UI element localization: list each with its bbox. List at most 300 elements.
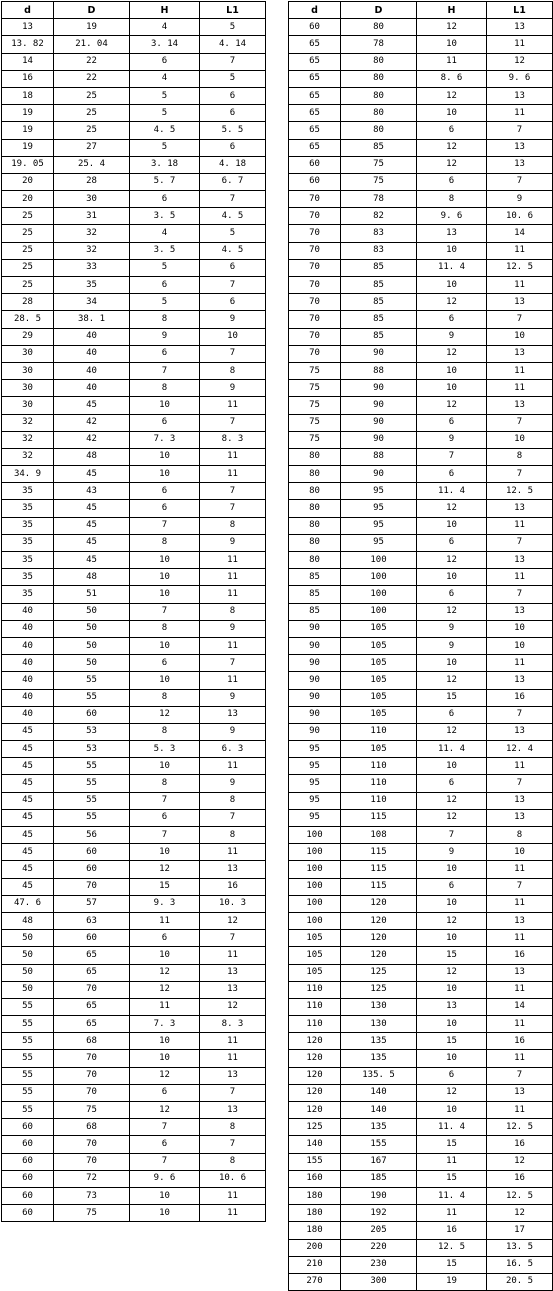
cell-L1: 16 <box>487 1033 553 1050</box>
cell-D: 55 <box>54 792 130 809</box>
table-row <box>289 105 553 122</box>
cell-H: 11. 4 <box>417 259 487 276</box>
cell-d: 270 <box>289 1273 341 1290</box>
cell-L1: 11 <box>200 586 266 603</box>
cell-H: 6 <box>417 1067 487 1084</box>
cell-L1: 11 <box>487 758 553 775</box>
cell-d: 47. 6 <box>2 895 54 912</box>
table-row <box>2 981 266 998</box>
cell-d: 85 <box>289 569 341 586</box>
cell-d: 20 <box>2 191 54 208</box>
cell-D: 50 <box>54 655 130 672</box>
cell-d: 80 <box>289 517 341 534</box>
cell-d: 85 <box>289 586 341 603</box>
cell-d: 34. 9 <box>2 466 54 483</box>
cell-H: 12 <box>417 792 487 809</box>
table-row <box>289 534 553 551</box>
cell-H: 8 <box>130 311 200 328</box>
cell-H: 11 <box>417 1153 487 1170</box>
cell-H: 3. 14 <box>130 36 200 53</box>
cell-H: 6 <box>130 191 200 208</box>
cell-H: 10 <box>130 758 200 775</box>
table-row <box>2 1033 266 1050</box>
table-row <box>2 70 266 87</box>
cell-H: 6 <box>417 466 487 483</box>
cell-H: 6 <box>130 809 200 826</box>
cell-d: 90 <box>289 655 341 672</box>
cell-D: 192 <box>341 1205 417 1222</box>
cell-L1: 11 <box>200 1187 266 1204</box>
cell-L1: 7 <box>200 277 266 294</box>
cell-D: 108 <box>341 827 417 844</box>
table-row <box>2 259 266 276</box>
cell-H: 10 <box>417 362 487 379</box>
cell-H: 7 <box>130 1119 200 1136</box>
cell-d: 48 <box>2 912 54 929</box>
cell-L1: 13 <box>487 139 553 156</box>
cell-D: 85 <box>341 294 417 311</box>
cell-H: 8. 6 <box>417 70 487 87</box>
table-row <box>289 895 553 912</box>
cell-D: 50 <box>54 620 130 637</box>
cell-H: 5 <box>130 259 200 276</box>
cell-D: 70 <box>54 1067 130 1084</box>
table-row <box>2 1119 266 1136</box>
cell-H: 12. 5 <box>417 1239 487 1256</box>
table-row <box>289 689 553 706</box>
cell-L1: 7 <box>200 930 266 947</box>
table-row <box>2 637 266 654</box>
cell-d: 40 <box>2 620 54 637</box>
table-row <box>289 311 553 328</box>
cell-H: 12 <box>417 397 487 414</box>
cell-H: 6 <box>130 345 200 362</box>
cell-D: 105 <box>341 637 417 654</box>
cell-D: 53 <box>54 723 130 740</box>
cell-D: 100 <box>341 586 417 603</box>
cell-D: 65 <box>54 964 130 981</box>
cell-d: 105 <box>289 930 341 947</box>
cell-d: 25 <box>2 277 54 294</box>
cell-d: 18 <box>2 87 54 104</box>
cell-D: 167 <box>341 1153 417 1170</box>
table-row <box>289 947 553 964</box>
cell-D: 72 <box>54 1170 130 1187</box>
cell-L1: 6 <box>200 105 266 122</box>
cell-L1: 13 <box>487 345 553 362</box>
cell-H: 6 <box>130 655 200 672</box>
cell-H: 4 <box>130 225 200 242</box>
cell-D: 19 <box>54 19 130 36</box>
cell-D: 65 <box>54 998 130 1015</box>
cell-d: 95 <box>289 792 341 809</box>
cell-H: 9 <box>130 328 200 345</box>
cell-d: 35 <box>2 483 54 500</box>
table-row <box>2 345 266 362</box>
cell-H: 11. 4 <box>417 1187 487 1204</box>
table-row <box>289 741 553 758</box>
cell-D: 28 <box>54 173 130 190</box>
cell-d: 35 <box>2 500 54 517</box>
cell-d: 28. 5 <box>2 311 54 328</box>
cell-H: 12 <box>417 1084 487 1101</box>
cell-D: 110 <box>341 758 417 775</box>
cell-L1: 7 <box>200 500 266 517</box>
cell-D: 90 <box>341 414 417 431</box>
cell-L1: 8 <box>200 1153 266 1170</box>
cell-H: 10 <box>130 552 200 569</box>
cell-D: 80 <box>341 105 417 122</box>
cell-H: 12 <box>417 672 487 689</box>
cell-d: 70 <box>289 259 341 276</box>
cell-L1: 13 <box>487 912 553 929</box>
table-row <box>2 1136 266 1153</box>
table-row <box>289 672 553 689</box>
table-row <box>2 483 266 500</box>
cell-L1: 10 <box>487 637 553 654</box>
cell-d: 19 <box>2 139 54 156</box>
cell-L1: 4. 5 <box>200 242 266 259</box>
cell-L1: 7 <box>487 775 553 792</box>
cell-H: 12 <box>417 912 487 929</box>
cell-H: 3. 18 <box>130 156 200 173</box>
cell-L1: 5 <box>200 225 266 242</box>
cell-L1: 17 <box>487 1222 553 1239</box>
cell-d: 30 <box>2 380 54 397</box>
cell-d: 80 <box>289 483 341 500</box>
cell-H: 11. 4 <box>417 483 487 500</box>
cell-d: 200 <box>289 1239 341 1256</box>
cell-D: 70 <box>54 1136 130 1153</box>
cell-D: 60 <box>54 706 130 723</box>
cell-H: 4. 5 <box>130 122 200 139</box>
cell-D: 80 <box>341 70 417 87</box>
cell-D: 40 <box>54 362 130 379</box>
cell-L1: 13 <box>200 964 266 981</box>
table-row <box>289 552 553 569</box>
table-row <box>2 362 266 379</box>
table-row <box>289 1170 553 1187</box>
table-row <box>289 603 553 620</box>
cell-d: 30 <box>2 345 54 362</box>
table-row <box>289 964 553 981</box>
cell-D: 110 <box>341 723 417 740</box>
table-row <box>2 242 266 259</box>
cell-H: 10 <box>130 844 200 861</box>
cell-H: 6 <box>130 483 200 500</box>
table-row <box>2 431 266 448</box>
table-row <box>289 912 553 929</box>
cell-L1: 11 <box>487 105 553 122</box>
cell-H: 10 <box>417 1050 487 1067</box>
cell-L1: 11 <box>200 844 266 861</box>
cell-H: 11 <box>417 53 487 70</box>
cell-L1: 9. 6 <box>487 70 553 87</box>
cell-D: 220 <box>341 1239 417 1256</box>
table-row <box>2 947 266 964</box>
cell-D: 60 <box>54 861 130 878</box>
table-row <box>289 723 553 740</box>
table-row <box>289 637 553 654</box>
cell-L1: 5. 5 <box>200 122 266 139</box>
cell-L1: 7 <box>200 655 266 672</box>
cell-L1: 7 <box>487 466 553 483</box>
cell-d: 50 <box>2 930 54 947</box>
cell-D: 55 <box>54 689 130 706</box>
cell-d: 45 <box>2 827 54 844</box>
cell-H: 7. 3 <box>130 431 200 448</box>
table-row <box>289 620 553 637</box>
cell-d: 65 <box>289 139 341 156</box>
cell-L1: 8 <box>200 1119 266 1136</box>
table-row <box>289 792 553 809</box>
cell-D: 110 <box>341 792 417 809</box>
cell-D: 25. 4 <box>54 156 130 173</box>
cell-H: 8 <box>130 775 200 792</box>
cell-d: 13. 82 <box>2 36 54 53</box>
cell-d: 180 <box>289 1205 341 1222</box>
cell-L1: 10 <box>487 328 553 345</box>
cell-d: 70 <box>289 208 341 225</box>
table-row <box>289 294 553 311</box>
cell-d: 45 <box>2 809 54 826</box>
cell-d: 45 <box>2 723 54 740</box>
cell-L1: 7 <box>200 414 266 431</box>
cell-d: 19. 05 <box>2 156 54 173</box>
table-row <box>2 620 266 637</box>
cell-d: 155 <box>289 1153 341 1170</box>
cell-L1: 14 <box>487 998 553 1015</box>
table-row <box>2 414 266 431</box>
cell-d: 90 <box>289 706 341 723</box>
cell-d: 13 <box>2 19 54 36</box>
cell-d: 70 <box>289 294 341 311</box>
cell-D: 48 <box>54 448 130 465</box>
cell-L1: 11 <box>487 1050 553 1067</box>
cell-D: 90 <box>341 380 417 397</box>
cell-d: 35 <box>2 552 54 569</box>
cell-d: 75 <box>289 397 341 414</box>
cell-H: 10 <box>417 758 487 775</box>
cell-d: 110 <box>289 981 341 998</box>
cell-H: 6 <box>417 878 487 895</box>
cell-L1: 11 <box>487 895 553 912</box>
cell-L1: 13 <box>487 723 553 740</box>
table-row <box>289 827 553 844</box>
cell-L1: 4. 5 <box>200 208 266 225</box>
cell-L1: 16 <box>487 947 553 964</box>
cell-L1: 9 <box>200 620 266 637</box>
table-row <box>2 328 266 345</box>
cell-L1: 5 <box>200 19 266 36</box>
table-row <box>289 758 553 775</box>
cell-H: 10 <box>417 569 487 586</box>
cell-H: 9 <box>417 620 487 637</box>
cell-D: 70 <box>54 878 130 895</box>
cell-L1: 11 <box>487 242 553 259</box>
cell-L1: 8 <box>200 362 266 379</box>
table-row <box>2 139 266 156</box>
cell-H: 12 <box>130 981 200 998</box>
cell-H: 10 <box>130 586 200 603</box>
cell-D: 85 <box>341 259 417 276</box>
cell-L1: 9 <box>200 689 266 706</box>
cell-L1: 7 <box>200 483 266 500</box>
cell-d: 45 <box>2 775 54 792</box>
cell-D: 190 <box>341 1187 417 1204</box>
cell-d: 100 <box>289 844 341 861</box>
cell-L1: 9 <box>200 380 266 397</box>
cell-d: 35 <box>2 586 54 603</box>
table-row <box>2 861 266 878</box>
cell-H: 12 <box>417 294 487 311</box>
cell-L1: 11 <box>200 466 266 483</box>
cell-L1: 8 <box>200 792 266 809</box>
table-row <box>289 36 553 53</box>
cell-L1: 11 <box>200 1050 266 1067</box>
cell-d: 40 <box>2 603 54 620</box>
cell-L1: 10 <box>487 431 553 448</box>
cell-d: 75 <box>289 362 341 379</box>
table-row <box>2 1205 266 1222</box>
cell-L1: 9 <box>487 191 553 208</box>
cell-L1: 13 <box>487 964 553 981</box>
cell-D: 65 <box>54 947 130 964</box>
cell-D: 55 <box>54 809 130 826</box>
cell-D: 73 <box>54 1187 130 1204</box>
cell-D: 30 <box>54 191 130 208</box>
cell-H: 10 <box>130 569 200 586</box>
cell-D: 55 <box>54 758 130 775</box>
table-row <box>2 998 266 1015</box>
cell-d: 120 <box>289 1102 341 1119</box>
cell-L1: 13 <box>487 156 553 173</box>
cell-H: 7 <box>417 827 487 844</box>
cell-L1: 6 <box>200 294 266 311</box>
cell-d: 55 <box>2 1102 54 1119</box>
cell-H: 10 <box>130 672 200 689</box>
table-row <box>289 19 553 36</box>
cell-d: 70 <box>289 225 341 242</box>
cell-D: 85 <box>341 311 417 328</box>
cell-D: 80 <box>341 19 417 36</box>
cell-D: 75 <box>341 173 417 190</box>
cell-D: 75 <box>54 1102 130 1119</box>
header-cell-D: D <box>341 2 417 19</box>
cell-d: 30 <box>2 397 54 414</box>
cell-H: 6 <box>417 414 487 431</box>
cell-D: 90 <box>341 466 417 483</box>
cell-L1: 11 <box>487 1016 553 1033</box>
cell-H: 19 <box>417 1273 487 1290</box>
cell-L1: 8 <box>200 517 266 534</box>
header-cell-D: D <box>54 2 130 19</box>
cell-H: 9. 3 <box>130 895 200 912</box>
table-row <box>289 981 553 998</box>
table-row <box>2 277 266 294</box>
cell-H: 6 <box>130 930 200 947</box>
cell-D: 100 <box>341 552 417 569</box>
cell-D: 140 <box>341 1084 417 1101</box>
cell-H: 3. 5 <box>130 208 200 225</box>
cell-d: 40 <box>2 655 54 672</box>
cell-D: 85 <box>341 277 417 294</box>
cell-L1: 7 <box>487 414 553 431</box>
cell-L1: 7 <box>200 809 266 826</box>
cell-d: 25 <box>2 225 54 242</box>
cell-H: 7 <box>130 1153 200 1170</box>
cell-L1: 11 <box>200 552 266 569</box>
cell-d: 70 <box>289 345 341 362</box>
table-row <box>289 569 553 586</box>
cell-d: 35 <box>2 517 54 534</box>
cell-D: 31 <box>54 208 130 225</box>
cell-L1: 12 <box>487 1205 553 1222</box>
cell-d: 65 <box>289 36 341 53</box>
cell-H: 7 <box>130 517 200 534</box>
cell-L1: 13 <box>200 1102 266 1119</box>
cell-L1: 7 <box>487 1067 553 1084</box>
cell-L1: 11 <box>200 758 266 775</box>
cell-L1: 4. 14 <box>200 36 266 53</box>
cell-L1: 7 <box>200 1084 266 1101</box>
cell-D: 110 <box>341 775 417 792</box>
cell-L1: 7 <box>200 191 266 208</box>
table-row <box>289 139 553 156</box>
cell-D: 78 <box>341 36 417 53</box>
cell-d: 45 <box>2 844 54 861</box>
cell-H: 8 <box>130 620 200 637</box>
table-row <box>289 706 553 723</box>
cell-D: 68 <box>54 1033 130 1050</box>
cell-d: 120 <box>289 1033 341 1050</box>
table-row <box>2 655 266 672</box>
cell-H: 6 <box>130 414 200 431</box>
cell-d: 55 <box>2 1084 54 1101</box>
cell-L1: 11 <box>487 277 553 294</box>
cell-L1: 16 <box>200 878 266 895</box>
cell-H: 12 <box>130 861 200 878</box>
table-row <box>289 225 553 242</box>
cell-L1: 10 <box>487 844 553 861</box>
cell-D: 115 <box>341 844 417 861</box>
cell-D: 45 <box>54 500 130 517</box>
cell-L1: 12 <box>487 1153 553 1170</box>
cell-H: 8 <box>130 380 200 397</box>
cell-H: 12 <box>417 552 487 569</box>
cell-L1: 7 <box>487 586 553 603</box>
cell-d: 140 <box>289 1136 341 1153</box>
table-row <box>2 1016 266 1033</box>
cell-L1: 12. 4 <box>487 741 553 758</box>
cell-L1: 9 <box>200 775 266 792</box>
cell-d: 55 <box>2 1050 54 1067</box>
table-row <box>289 362 553 379</box>
cell-L1: 13 <box>487 552 553 569</box>
cell-d: 25 <box>2 208 54 225</box>
cell-H: 9 <box>417 637 487 654</box>
cell-H: 10 <box>417 930 487 947</box>
table-row <box>289 1136 553 1153</box>
cell-H: 12 <box>417 156 487 173</box>
cell-L1: 7 <box>200 345 266 362</box>
cell-D: 70 <box>54 981 130 998</box>
cell-H: 5. 3 <box>130 741 200 758</box>
table-row <box>289 345 553 362</box>
cell-H: 6 <box>417 706 487 723</box>
cell-D: 45 <box>54 552 130 569</box>
seal-size-table-right <box>288 1 553 1291</box>
